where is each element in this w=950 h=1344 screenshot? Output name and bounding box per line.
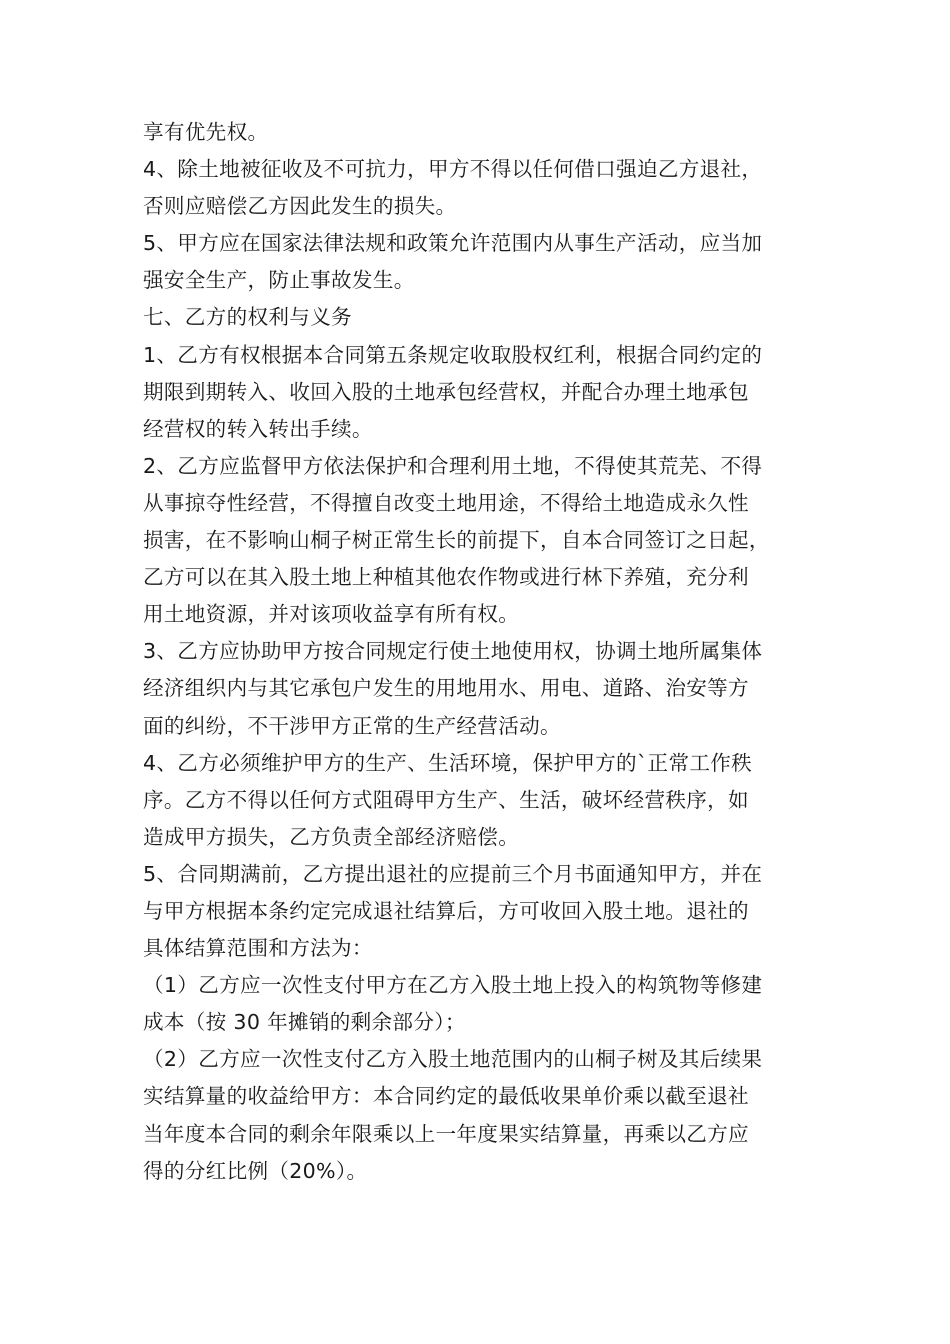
document-body [143,114,811,1190]
text-line: 从事掠夺性经营，不得擅自改变土地用途，不得给土地造成永久性 [143,490,749,515]
text-line: 实结算量的收益给甲方：本合同约定的最低收果单价乘以截至退社 [143,1084,749,1109]
text-line: 用土地资源，并对该项收益享有所有权。 [143,602,520,627]
text-line: 5、甲方应在国家法律法规和政策允许范围内从事生产活动，应当加 [143,231,763,256]
text-line: 3、乙方应协助甲方按合同规定行使土地使用权，协调土地所属集体 [143,639,763,664]
text-line: 强安全生产，防止事故发生。 [143,268,415,293]
text-line: （1）乙方应一次性支付甲方在乙方入股土地上投入的构筑物等修建 [143,973,763,998]
text-line: 否则应赔偿乙方因此发生的损失。 [143,194,457,219]
text-line: 4、除土地被征收及不可抗力，甲方不得以任何借口强迫乙方退社， [143,157,763,182]
text-line: 面的纠纷，不干涉甲方正常的生产经营活动。 [143,713,561,738]
text-line: 乙方可以在其入股土地上种植其他农作物或进行林下养殖，充分利 [143,565,749,590]
text-line: 2、乙方应监督甲方依法保护和合理利用土地，不得使其荒芜、不得 [143,453,763,478]
text-line: 成本（按 30 年摊销的剩余部分）； [143,1010,466,1035]
text-line: 得的分红比例（20%）。 [143,1158,368,1183]
text-line: 4、乙方必须维护甲方的生产、生活环境，保护甲方的`正常工作秩 [143,750,753,775]
text-line: 与甲方根据本条约定完成退社结算后，方可收回入股土地。退社的 [143,898,749,923]
text-line: 造成甲方损失，乙方负责全部经济赔偿。 [143,824,520,849]
text-line: 经济组织内与其它承包户发生的用地用水、用电、道路、治安等方 [143,676,749,701]
text-line: 期限到期转入、收回入股的土地承包经营权，并配合办理土地承包 [143,379,749,404]
text-line: 5、合同期满前，乙方提出退社的应提前三个月书面通知甲方，并在 [143,861,763,886]
section-heading: 七、乙方的权利与义务 [143,305,352,330]
text-line: 享有优先权。 [143,120,269,144]
text-line: 序。乙方不得以任何方式阻碍甲方生产、生活，破坏经营秩序，如 [143,787,749,812]
text-line: 当年度本合同的剩余年限乘以上一年度果实结算量，再乘以乙方应 [143,1121,749,1146]
text-line: （2）乙方应一次性支付乙方入股土地范围内的山桐子树及其后续果 [143,1047,763,1072]
text-line: 具体结算范围和方法为： [143,936,373,961]
text-line: 损害，在不影响山桐子树正常生长的前提下，自本合同签订之日起， [143,528,770,553]
text-line: 经营权的转入转出手续。 [143,416,373,441]
text-line: 1、乙方有权根据本合同第五条规定收取股权红利，根据合同约定的 [143,342,763,367]
